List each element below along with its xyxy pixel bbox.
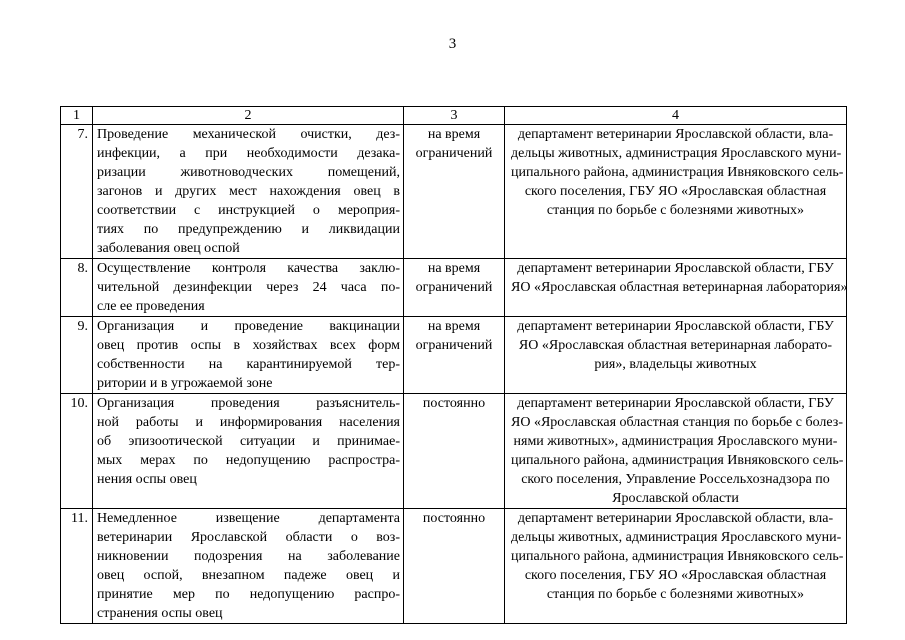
responsible-cell-line: станция по борьбе с болезнями животных» xyxy=(546,587,805,602)
term-cell-line: на время xyxy=(427,319,481,334)
measure-cell xyxy=(93,394,404,509)
responsible-cell-line: департамент ветеринарии Ярославской области, вла- xyxy=(517,511,834,526)
table-row xyxy=(61,317,847,394)
responsible-cell xyxy=(505,394,847,509)
responsible-cell xyxy=(505,125,847,259)
table-row xyxy=(61,259,847,317)
responsible-cell-line: станция по борьбе с болезнями животных» xyxy=(546,203,805,218)
row-number: 9. xyxy=(61,317,93,394)
measure-cell-line: мых мерах по недопущению распростра- xyxy=(97,453,400,468)
responsible-cell-line: департамент ветеринарии Ярославской области, ГБУ xyxy=(517,261,834,276)
measure-cell-line: загонов и других мест нахождения овец в xyxy=(97,184,400,199)
measure-cell-line: Организация проведения разъяснитель- xyxy=(97,396,400,411)
measure-cell-line: никновении подозрения на заболевание xyxy=(97,549,400,564)
measure-cell-line: тиях по предупреждению и ликвидации xyxy=(97,222,400,237)
measure-cell-line: нения оспы овец xyxy=(97,472,197,487)
measures-table xyxy=(60,106,847,624)
measure-cell-line: ной работы и информирования населения xyxy=(97,415,400,430)
measure-cell xyxy=(93,317,404,394)
table-row xyxy=(61,509,847,624)
term-cell xyxy=(404,509,505,624)
header-col-4: 4 xyxy=(505,107,847,125)
responsible-cell-line: рия», владельцы животных xyxy=(594,357,757,372)
responsible-cell-line: департамент ветеринарии Ярославской области, ГБУ xyxy=(517,319,834,334)
measure-cell-line: Осуществление контроля качества заклю- xyxy=(97,261,400,276)
responsible-cell-line: ЯО «Ярославская областная ветеринарная лаборатория» xyxy=(511,280,848,295)
measure-cell-line: ритории и в угрожаемой зоне xyxy=(97,376,273,391)
row-number: 10. xyxy=(61,394,93,509)
measure-cell-line: принятие мер по недопущению распро- xyxy=(97,587,400,602)
term-cell-line: на время xyxy=(427,261,481,276)
term-cell-line: ограничений xyxy=(415,146,493,161)
measure-cell xyxy=(93,125,404,259)
responsible-cell-line: дельцы животных, администрация Ярославского муни- xyxy=(511,530,842,545)
table-header-row xyxy=(61,107,847,125)
measure-cell-line: соответствии с инструкцией о мероприя- xyxy=(97,203,400,218)
measure-cell xyxy=(93,259,404,317)
responsible-cell-line: департамент ветеринарии Ярославской области, ГБУ xyxy=(517,396,834,411)
measure-cell-line: Проведение механической очистки, дез- xyxy=(97,127,400,142)
responsible-cell-line: Ярославской области xyxy=(612,491,739,506)
responsible-cell-line: ского поселения, ГБУ ЯО «Ярославская областная xyxy=(524,568,827,583)
row-number: 11. xyxy=(61,509,93,624)
measure-cell-line: овец оспой, внезапном падеже овец и xyxy=(97,568,400,583)
header-col-1: 1 xyxy=(61,107,93,125)
measure-cell xyxy=(93,509,404,624)
row-number: 7. xyxy=(61,125,93,259)
header-col-2: 2 xyxy=(93,107,404,125)
measure-cell-line: сле ее проведения xyxy=(97,299,205,314)
responsible-cell xyxy=(505,259,847,317)
responsible-cell-line: ципального района, администрация Ивняковского сель- xyxy=(511,453,844,468)
term-cell xyxy=(404,259,505,317)
measure-cell-line: странения оспы овец xyxy=(97,606,223,621)
measure-cell-line: ризации животноводческих помещений, xyxy=(97,165,400,180)
responsible-cell-line: ЯО «Ярославская областная ветеринарная лаборато- xyxy=(518,338,833,353)
term-cell-line: постоянно xyxy=(422,511,486,526)
measure-cell-line: Организация и проведение вакцинации xyxy=(97,319,400,334)
row-number: 8. xyxy=(61,259,93,317)
header-col-3: 3 xyxy=(404,107,505,125)
responsible-cell-line: ЯО «Ярославская областная станция по борьбе с болез- xyxy=(511,415,843,430)
responsible-cell xyxy=(505,317,847,394)
responsible-cell-line: департамент ветеринарии Ярославской области, вла- xyxy=(517,127,834,142)
measure-cell-line: ветеринарии Ярославской области о воз- xyxy=(97,530,400,545)
table-row xyxy=(61,394,847,509)
responsible-cell-line: нями животных», администрация Ярославского муни- xyxy=(513,434,838,449)
term-cell xyxy=(404,394,505,509)
term-cell-line: ограничений xyxy=(415,280,493,295)
term-cell xyxy=(404,125,505,259)
page-number: 3 xyxy=(448,36,457,52)
responsible-cell xyxy=(505,509,847,624)
measure-cell-line: собственности на карантинируемой тер- xyxy=(97,357,400,372)
term-cell xyxy=(404,317,505,394)
table-row xyxy=(61,125,847,259)
term-cell-line: постоянно xyxy=(422,396,486,411)
responsible-cell-line: ского поселения, Управление Россельхознадзора по xyxy=(521,472,830,487)
measure-cell-line: чительной дезинфекции через 24 часа по- xyxy=(97,280,400,295)
responsible-cell-line: ского поселения, ГБУ ЯО «Ярославская областная xyxy=(524,184,827,199)
term-cell-line: на время xyxy=(427,127,481,142)
term-cell-line: ограничений xyxy=(415,338,493,353)
responsible-cell-line: ципального района, администрация Ивняковского сель- xyxy=(511,549,844,564)
measure-cell-line: овец против оспы в хозяйствах всех форм xyxy=(97,338,400,353)
measure-cell-line: об эпизоотической ситуации и принимае- xyxy=(97,434,400,449)
measure-cell-line: Немедленное извещение департамента xyxy=(97,511,400,526)
responsible-cell-line: дельцы животных, администрация Ярославского муни- xyxy=(511,146,842,161)
measure-cell-line: инфекции, а при необходимости дезака- xyxy=(97,146,400,161)
responsible-cell-line: ципального района, администрация Ивняковского сель- xyxy=(511,165,844,180)
measure-cell-line: заболевания овец оспой xyxy=(97,241,240,256)
